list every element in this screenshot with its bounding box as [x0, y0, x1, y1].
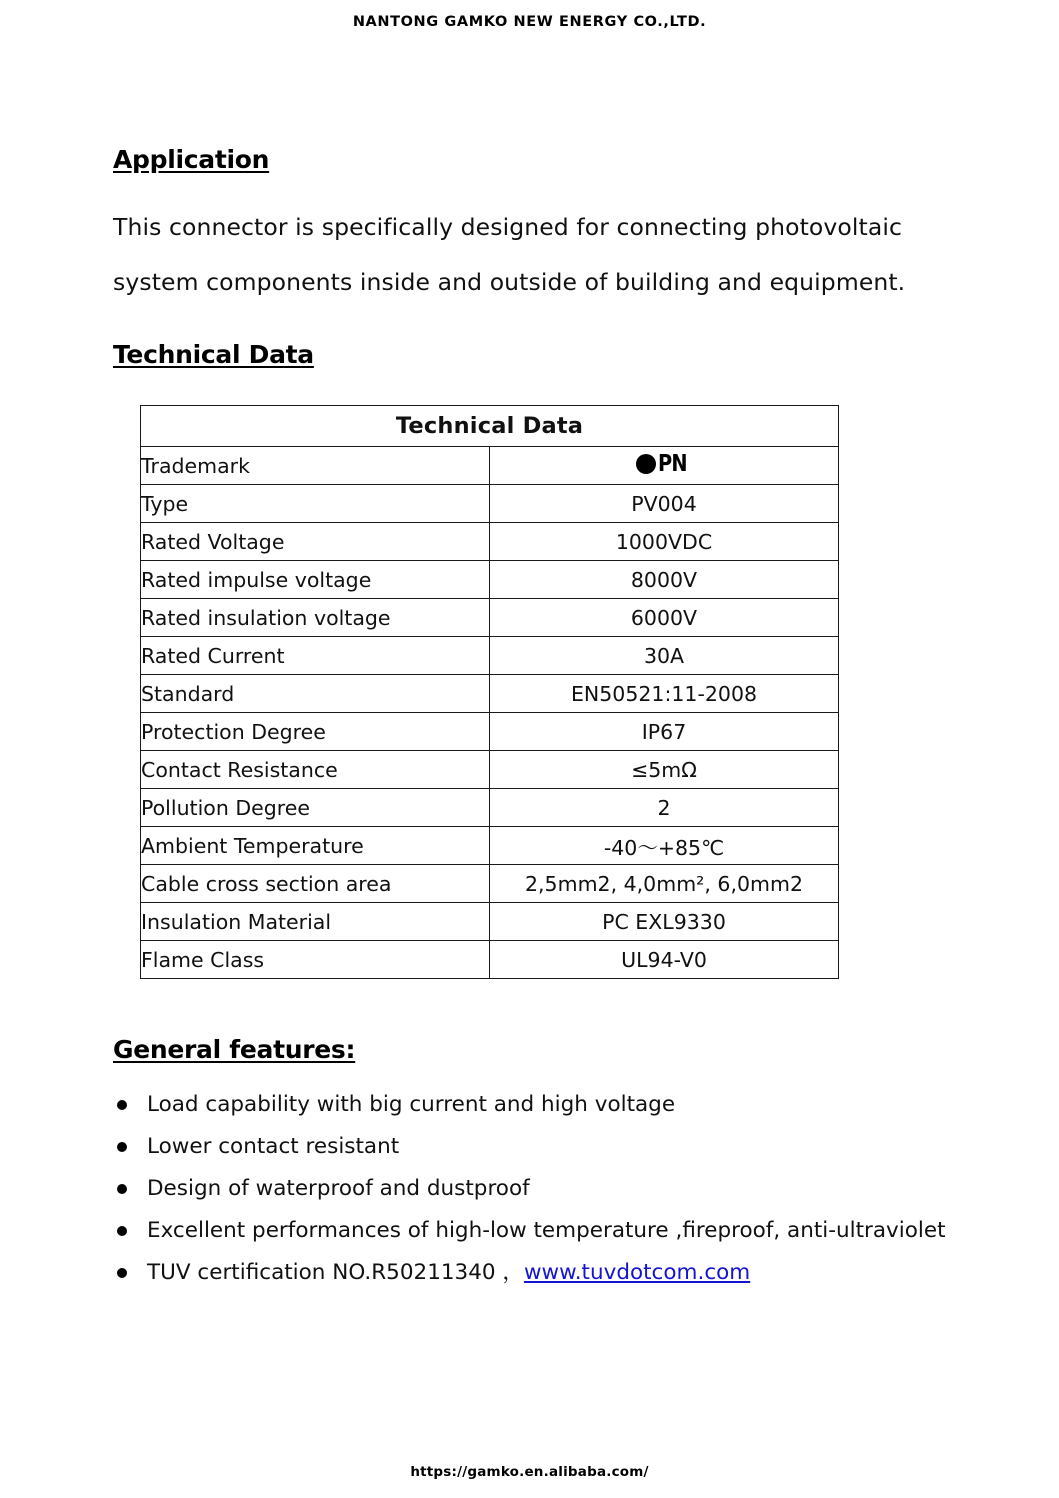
table-row: [141, 561, 839, 599]
list-item: [113, 1168, 973, 1210]
list-item: [113, 1084, 973, 1126]
application-heading: Application: [113, 145, 270, 174]
table-row: [141, 751, 839, 789]
table-cell-label: Rated insulation voltage: [141, 599, 490, 637]
table-caption: Technical Data: [141, 406, 839, 447]
technical-data-table: [140, 405, 839, 979]
table-row: [141, 941, 839, 979]
table-cell-label: Rated Current: [141, 637, 490, 675]
table-cell-value: 2,5mm2, 4,0mm², 6,0mm2: [490, 865, 839, 903]
general-features-heading: General features:: [113, 1035, 356, 1064]
table-cell-value: -40～+85℃: [490, 827, 839, 865]
bullet-icon: [117, 1226, 127, 1236]
table-row: [141, 637, 839, 675]
table-cell-label: Rated Voltage: [141, 523, 490, 561]
table-row: [141, 903, 839, 941]
table-row: [141, 789, 839, 827]
bullet-icon: [117, 1268, 127, 1278]
general-features-list: [113, 1084, 973, 1294]
table-cell-value: UL94-V0: [490, 941, 839, 979]
list-item: [113, 1126, 973, 1168]
table-cell-value: 30A: [490, 637, 839, 675]
table-cell-label: Contact Resistance: [141, 751, 490, 789]
table-cell-label: Rated impulse voltage: [141, 561, 490, 599]
table-row: [141, 827, 839, 865]
table-cell-value: EN50521:11-2008: [490, 675, 839, 713]
table-cell-label: Trademark: [141, 447, 490, 485]
table-cell-value: [490, 447, 839, 485]
table-row: [141, 713, 839, 751]
bullet-icon: [117, 1100, 127, 1110]
technical-section-header: [113, 341, 314, 369]
list-item-label: TUV certification NO.R50211340 ，: [147, 1260, 524, 1285]
technical-data-table-wrapper: [140, 405, 839, 979]
table-cell-value: 6000V: [490, 599, 839, 637]
table-cell-value: PC EXL9330: [490, 903, 839, 941]
application-section-header: [113, 146, 269, 174]
list-item-label: Lower contact resistant: [147, 1134, 400, 1159]
application-paragraph: This connector is specifically designed for connecting photovoltaic system components inside and outside of building and equipment.: [113, 213, 906, 296]
table-cell-label: Ambient Temperature: [141, 827, 490, 865]
table-row: [141, 599, 839, 637]
table-row: [141, 865, 839, 903]
table-cell-label: Cable cross section area: [141, 865, 490, 903]
table-cell-label: Flame Class: [141, 941, 490, 979]
table-cell-label: Protection Degree: [141, 713, 490, 751]
table-cell-value: 8000V: [490, 561, 839, 599]
list-item-label: Design of waterproof and dustproof: [147, 1176, 530, 1201]
table-row: [141, 675, 839, 713]
trademark-logo: [635, 451, 692, 477]
list-item-label: Excellent performances of high-low temperature ,fireproof, anti-ultraviolet: [147, 1218, 946, 1243]
tuv-certification-link[interactable]: www.tuvdotcom.com: [523, 1260, 751, 1285]
list-item: [113, 1210, 973, 1252]
document-footer: https://gamko.en.alibaba.com/: [410, 1464, 649, 1480]
crescent-circle-icon: [635, 453, 657, 475]
table-cell-label: Type: [141, 485, 490, 523]
table-cell-label: Standard: [141, 675, 490, 713]
bullet-icon: [117, 1184, 127, 1194]
table-cell-value: PV004: [490, 485, 839, 523]
table-cell-value: IP67: [490, 713, 839, 751]
table-cell-value: 2: [490, 789, 839, 827]
table-cell-label: Insulation Material: [141, 903, 490, 941]
table-cell-value: ≤5mΩ: [490, 751, 839, 789]
list-item-label: Load capability with big current and high voltage: [147, 1092, 676, 1117]
table-row: [141, 523, 839, 561]
list-item: [113, 1252, 973, 1294]
technical-data-heading: Technical Data: [113, 340, 314, 369]
trademark-text: PN: [658, 450, 688, 477]
bullet-icon: [117, 1142, 127, 1152]
table-cell-value: 1000VDC: [490, 523, 839, 561]
table-row: [141, 447, 839, 485]
features-section-header: [113, 1036, 355, 1064]
table-row: [141, 485, 839, 523]
table-header-row: [141, 406, 839, 447]
table-cell-label: Pollution Degree: [141, 789, 490, 827]
document-header: NANTONG GAMKO NEW ENERGY CO.,LTD.: [352, 14, 707, 30]
